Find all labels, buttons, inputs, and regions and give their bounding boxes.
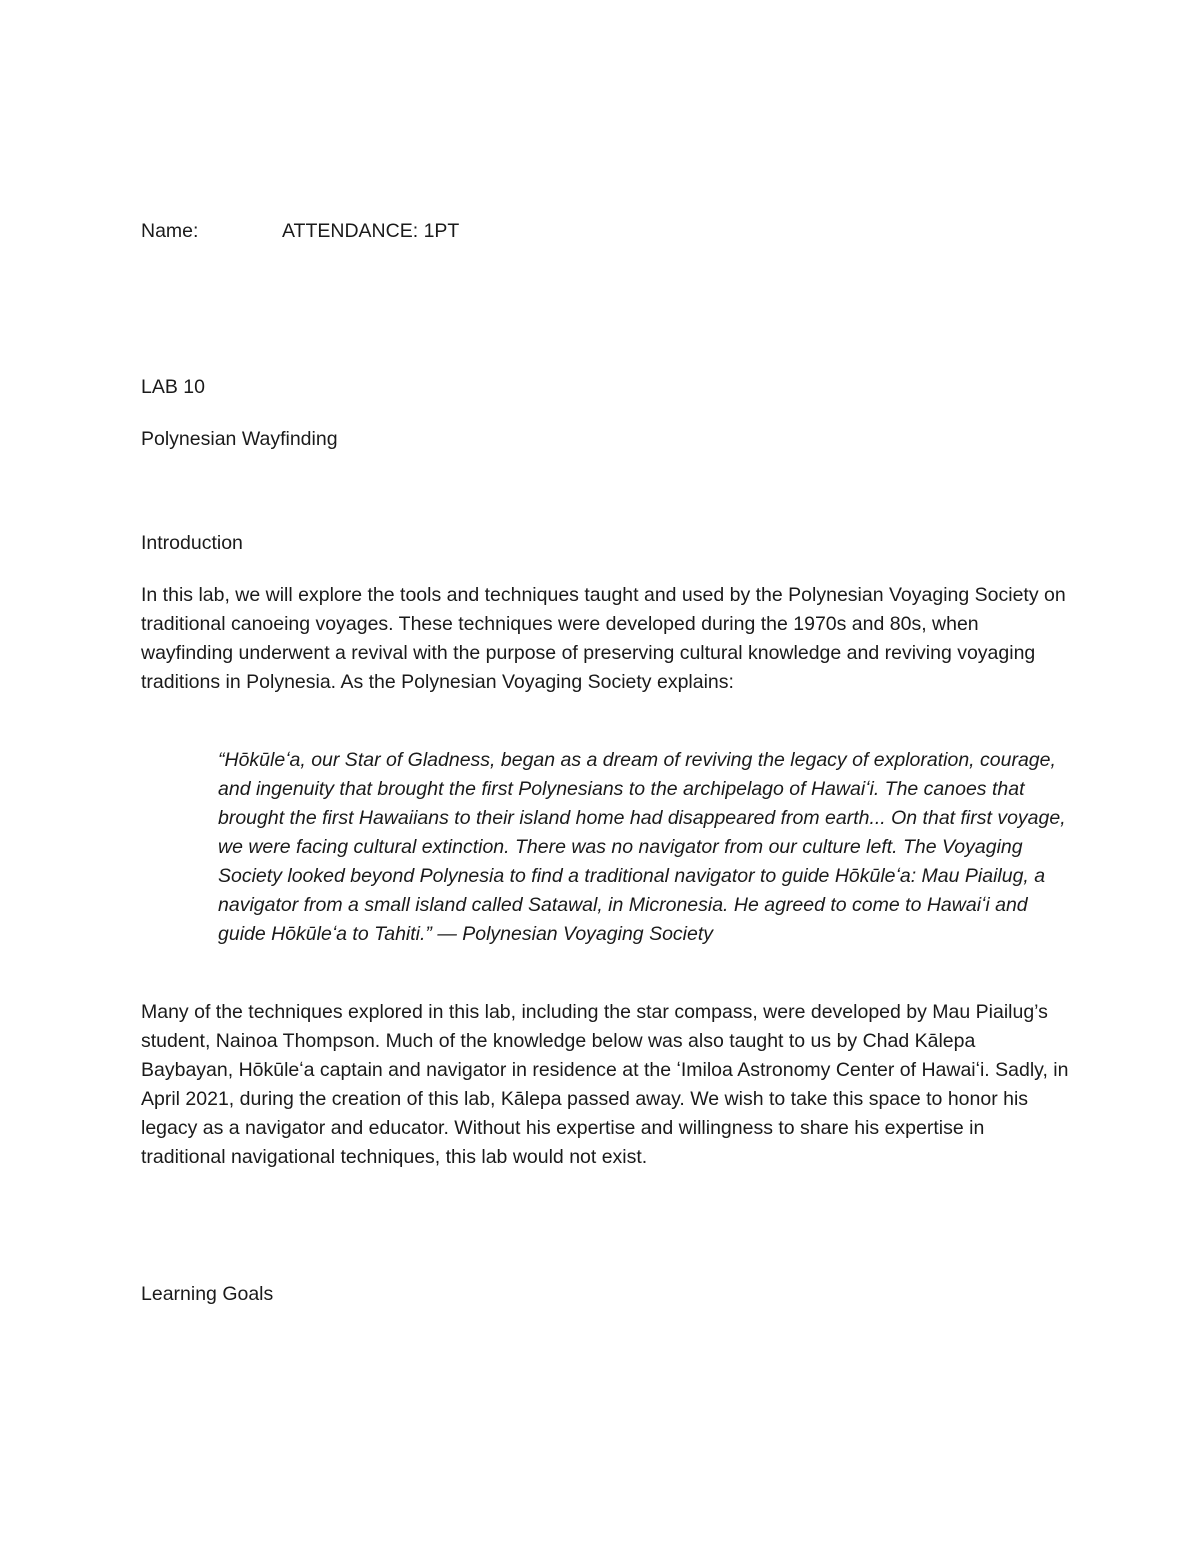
introduction-heading: Introduction: [141, 532, 243, 554]
lab-title: Polynesian Wayfinding: [141, 428, 338, 450]
name-label: Name:: [141, 220, 199, 242]
acknowledgement-paragraph: Many of the techniques explored in this lab, including the star compass, were developed by Mau Piailug’s student, Nainoa Thompson. Much of the knowledge below was also taught to us by Chad Kālepa Baybayan, Hōkūleʻa captain and navigator in residence at the ʻImiloa Astronomy Center of Hawaiʻi. Sadly, in April 2021, during the creation of this lab, Kālepa passed away. We wish to take this space to honor his legacy as a navigator and educator. Without his expertise and willingness to share his expertise in traditional navigational techniques, this lab would not exist.: [141, 1001, 1069, 1168]
block-quote: “Hōkūleʻa, our Star of Gladness, began as a dream of reviving the legacy of exploration, courage, and ingenuity that brought the first Polynesians to the archipelago of Hawaiʻi. The canoes that brought the first Hawaiians to their island home had disappeared from earth... On that first voyage, we were facing cultural extinction. There was no navigator from our culture left. The Voyaging Society looked beyond Polynesia to find a traditional navigator to guide Hōkūleʻa: Mau Piailug, a navigator from a small island called Satawal, in Micronesia. He agreed to come to Hawaiʻi and guide Hōkūleʻa to Tahiti.” — Polynesian Voyaging Society: [218, 749, 1066, 945]
attendance-label: ATTENDANCE: 1PT: [282, 220, 460, 242]
lab-number: LAB 10: [141, 376, 205, 398]
learning-goals-heading: Learning Goals: [141, 1283, 274, 1305]
introduction-paragraph: In this lab, we will explore the tools and techniques taught and used by the Polynesian Voyaging Society on traditional canoeing voyages. These techniques were developed during the 1970s and 80s, when wayfinding underwent a revival with the purpose of preserving cultural knowledge and reviving voyaging traditions in Polynesia. As the Polynesian Voyaging Society explains:: [141, 584, 1066, 693]
